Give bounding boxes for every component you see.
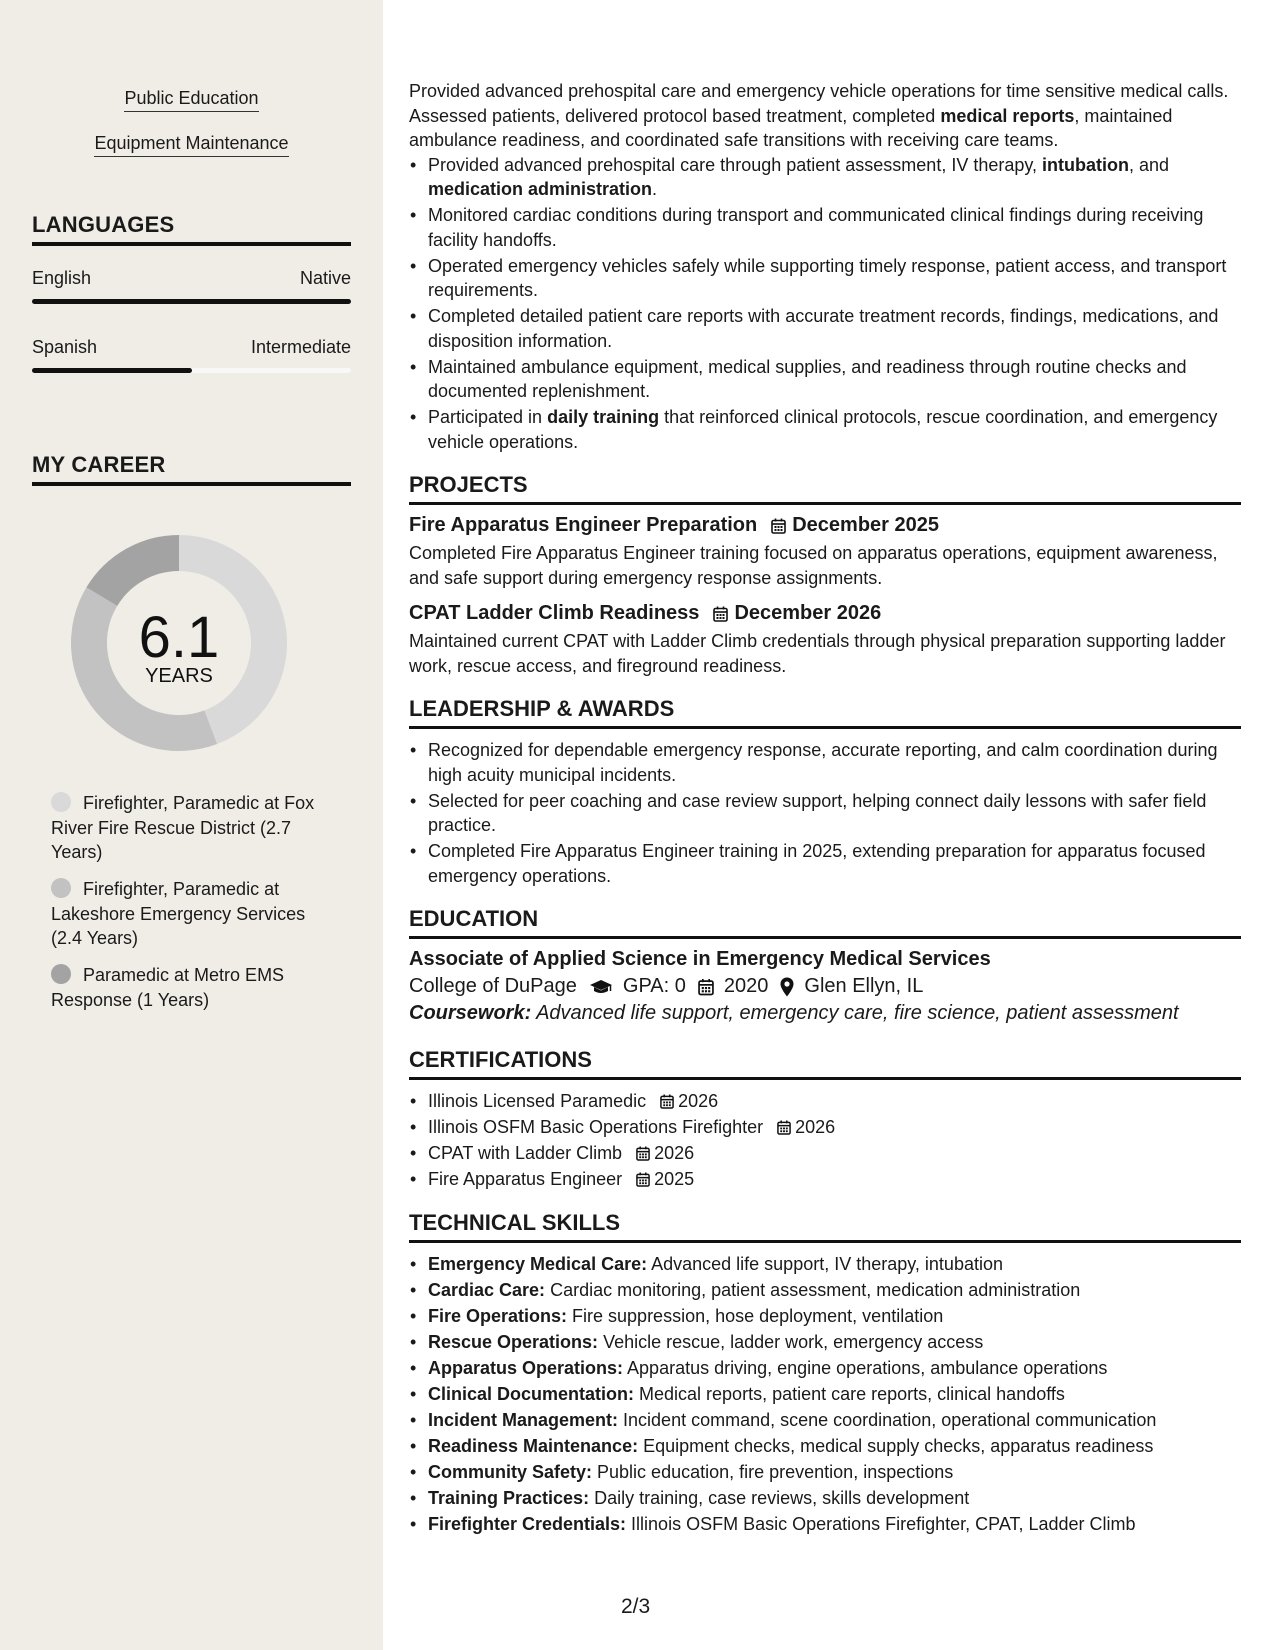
calendar-icon bbox=[771, 518, 786, 534]
certifications-heading: CERTIFICATIONS bbox=[409, 1047, 1241, 1080]
certifications-list bbox=[409, 1089, 1241, 1192]
legend-dot bbox=[51, 964, 71, 984]
education-heading: EDUCATION bbox=[409, 906, 1241, 939]
page-number: 2/3 bbox=[621, 1595, 651, 1618]
skill-tag: Public Education bbox=[0, 88, 383, 112]
experience-bullet: • Completed detailed patient care reports with accurate treatment records, findings, medications, and disposition information. bbox=[409, 304, 1241, 353]
project-item bbox=[409, 602, 1241, 678]
experience-bullet: • Operated emergency vehicles safely while supporting timely response, patient access, and transport requirements. bbox=[409, 254, 1241, 303]
career-total-unit: YEARS bbox=[145, 665, 213, 687]
skill-item: • Clinical Documentation: Medical reports, patient care reports, clinical handoffs bbox=[409, 1382, 1241, 1407]
school-location: Glen Ellyn, IL bbox=[804, 975, 924, 997]
technical-skills-list bbox=[409, 1252, 1241, 1537]
language-name: English bbox=[32, 268, 92, 288]
certification-item: • Illinois OSFM Basic Operations Firefighter 2026 bbox=[409, 1115, 1241, 1140]
project-description: Completed Fire Apparatus Engineer training focused on apparatus operations, equipment awareness, and safe support during emergency response assignments. bbox=[409, 543, 1218, 588]
project-date: December 2025 bbox=[792, 514, 940, 536]
projects-heading: PROJECTS bbox=[409, 472, 1241, 505]
degree-title: Associate of Applied Science in Emergency Medical Services bbox=[409, 948, 991, 970]
leadership-heading: LEADERSHIP & AWARDS bbox=[409, 696, 1241, 729]
skill-item: • Fire Operations: Fire suppression, hose deployment, ventilation bbox=[409, 1304, 1241, 1329]
certification-item: • Fire Apparatus Engineer 2025 bbox=[409, 1167, 1241, 1192]
language-name: Spanish bbox=[32, 337, 98, 357]
language-level: Native bbox=[299, 268, 351, 288]
school-name: College of DuPage bbox=[409, 975, 577, 997]
location-pin-icon bbox=[780, 977, 794, 997]
certification-item: • Illinois Licensed Paramedic 2026 bbox=[409, 1089, 1241, 1114]
experience-bullet: • Monitored cardiac conditions during transport and communicated clinical findings during receiving facility handoffs. bbox=[409, 203, 1241, 252]
certification-item: • CPAT with Ladder Climb 2026 bbox=[409, 1141, 1241, 1166]
language-proficiency-fill bbox=[32, 368, 192, 373]
donut-segment-2 bbox=[102, 553, 179, 597]
gpa: GPA: 0 bbox=[622, 975, 686, 997]
career-donut-chart bbox=[64, 528, 294, 758]
experience-bullet: • Participated in daily training that reinforced clinical protocols, rescue coordination, and emergency vehicle operations. bbox=[409, 405, 1241, 454]
legend-dot bbox=[51, 878, 71, 898]
experience-bullet: • Provided advanced prehospital care through patient assessment, IV therapy, intubation, and medication administration. bbox=[409, 153, 1241, 202]
graduation-cap-icon bbox=[589, 979, 613, 995]
project-description: Maintained current CPAT with Ladder Climb credentials through physical preparation supporting ladder work, rescue access, and fireground readiness. bbox=[409, 631, 1226, 676]
career-legend-item: Firefighter, Paramedic at Fox River Fire Rescue District (2.7 Years) bbox=[51, 793, 315, 862]
language-proficiency-bar bbox=[32, 368, 351, 373]
language-row bbox=[32, 268, 351, 289]
project-date: December 2026 bbox=[734, 602, 882, 624]
graduation-year: 2020 bbox=[723, 975, 769, 997]
calendar-icon bbox=[713, 606, 728, 622]
education-item bbox=[409, 948, 1241, 1025]
language-level: Intermediate bbox=[250, 337, 351, 357]
skill-item: • Training Practices: Daily training, case reviews, skills development bbox=[409, 1486, 1241, 1511]
calendar-icon bbox=[636, 1172, 650, 1187]
calendar-icon bbox=[660, 1094, 674, 1109]
project-title: Fire Apparatus Engineer Preparation bbox=[409, 514, 758, 536]
experience-bullets bbox=[409, 153, 1241, 455]
skill-item: • Readiness Maintenance: Equipment checks, medical supply checks, apparatus readiness bbox=[409, 1434, 1241, 1459]
career-legend-item: Paramedic at Metro EMS Response (1 Years) bbox=[51, 965, 285, 1010]
skill-item: • Apparatus Operations: Apparatus driving, engine operations, ambulance operations bbox=[409, 1356, 1241, 1381]
skill-item: • Incident Management: Incident command, scene coordination, operational communication bbox=[409, 1408, 1241, 1433]
language-proficiency-fill bbox=[32, 299, 351, 304]
career-legend-item: Firefighter, Paramedic at Lakeshore Emergency Services (2.4 Years) bbox=[51, 879, 306, 948]
skill-item: • Rescue Operations: Vehicle rescue, ladder work, emergency access bbox=[409, 1330, 1241, 1355]
languages-heading: LANGUAGES bbox=[32, 212, 351, 246]
project-title: CPAT Ladder Climb Readiness bbox=[409, 602, 700, 624]
project-item bbox=[409, 514, 1241, 590]
calendar-icon bbox=[777, 1120, 791, 1135]
coursework: Coursework: Advanced life support, emergency care, fire science, patient assessment bbox=[409, 1002, 1179, 1024]
skill-item: • Firefighter Credentials: Illinois OSFM Basic Operations Firefighter, CPAT, Ladder Climb bbox=[409, 1512, 1241, 1537]
career-heading: MY CAREER bbox=[32, 452, 351, 486]
leadership-list bbox=[409, 738, 1241, 888]
main-content bbox=[409, 79, 1241, 1538]
skill-item: • Emergency Medical Care: Advanced life support, IV therapy, intubation bbox=[409, 1252, 1241, 1277]
leadership-item: • Recognized for dependable emergency response, accurate reporting, and calm coordination during high acuity municipal incidents. bbox=[409, 738, 1241, 787]
calendar-icon bbox=[636, 1146, 650, 1161]
career-total-years: 6.1 bbox=[138, 605, 220, 670]
calendar-icon bbox=[698, 978, 714, 996]
leadership-item: • Selected for peer coaching and case review support, helping connect daily lessons with safer field practice. bbox=[409, 789, 1241, 838]
legend-dot bbox=[51, 792, 71, 812]
language-row bbox=[32, 337, 351, 358]
experience-summary: Provided advanced prehospital care and emergency vehicle operations for time sensitive medical calls. Assessed patients, delivered protocol based treatment, completed medical reports, maintained ambulance readiness, and coordinated safe transitions with receiving care teams. bbox=[409, 81, 1229, 150]
skill-item: • Community Safety: Public education, fire prevention, inspections bbox=[409, 1460, 1241, 1485]
leadership-item: • Completed Fire Apparatus Engineer training in 2025, extending preparation for apparatus focused emergency operations. bbox=[409, 839, 1241, 888]
technical-skills-heading: TECHNICAL SKILLS bbox=[409, 1210, 1241, 1243]
language-proficiency-bar bbox=[32, 299, 351, 304]
sidebar bbox=[0, 0, 383, 1650]
skill-tag: Equipment Maintenance bbox=[0, 133, 383, 157]
experience-bullet: • Maintained ambulance equipment, medical supplies, and readiness through routine checks and documented replenishment. bbox=[409, 355, 1241, 404]
skill-item: • Cardiac Care: Cardiac monitoring, patient assessment, medication administration bbox=[409, 1278, 1241, 1303]
